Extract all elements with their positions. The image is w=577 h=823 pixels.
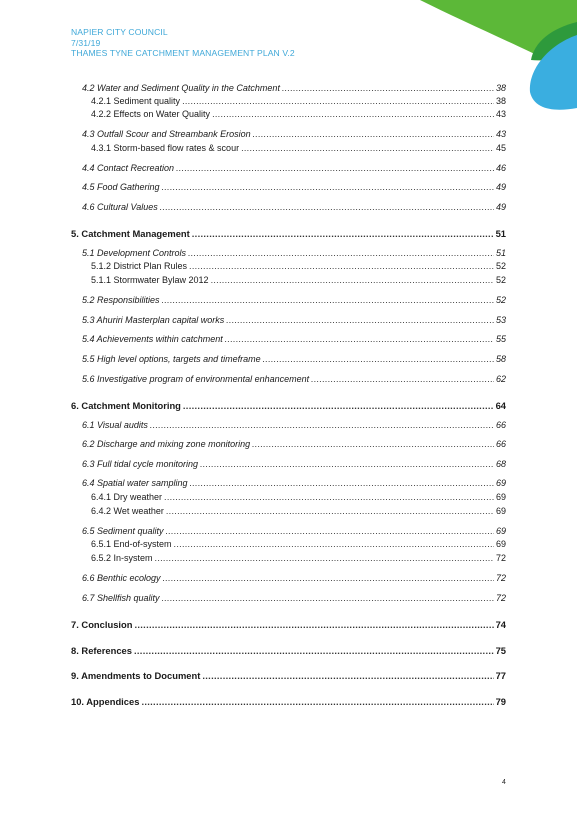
toc-entry[interactable] [91, 506, 506, 517]
toc-entry-page: 43 [495, 129, 506, 139]
toc-entry-page: 55 [495, 334, 506, 344]
toc-leader-dots [166, 506, 494, 517]
page-number: 4 [502, 779, 506, 786]
toc-entry-label: 5.1 Development Controls [82, 248, 187, 258]
toc-leader-dots [190, 478, 494, 489]
toc-entry-label: 5.1.1 Stormwater Bylaw 2012 [91, 275, 209, 285]
toc-entry-page: 58 [495, 354, 506, 364]
toc-entry[interactable] [82, 439, 506, 450]
toc-leader-dots [311, 374, 494, 385]
toc-entry[interactable] [82, 478, 506, 489]
toc-entry[interactable] [82, 420, 506, 431]
toc-entry[interactable] [82, 182, 506, 193]
toc-leader-dots [164, 492, 494, 503]
toc-entry-page: 53 [495, 315, 506, 325]
toc-leader-dots [155, 553, 494, 564]
toc-leader-dots [150, 420, 494, 431]
toc-entry[interactable] [82, 334, 506, 345]
toc-entry-label: 6.4.2 Wet weather [91, 506, 164, 516]
toc-leader-dots [163, 573, 494, 584]
toc-entry[interactable] [82, 459, 506, 470]
toc-leader-dots [188, 248, 494, 259]
toc-entry-label: 10. Appendices [71, 696, 140, 707]
toc-entry-page: 72 [495, 553, 506, 563]
toc-entry-label: 6.3 Full tidal cycle monitoring [82, 459, 199, 469]
toc-entry-label: 6.1 Visual audits [82, 420, 148, 430]
toc-entry-page: 52 [495, 275, 506, 285]
dark-green-leaf-shape [531, 22, 577, 60]
toc-entry[interactable] [91, 539, 506, 550]
toc-entry[interactable] [91, 109, 506, 120]
toc-leader-dots [134, 645, 494, 656]
toc-entry-label: 5.2 Responsibilities [82, 295, 160, 305]
toc-leader-dots [134, 619, 493, 630]
toc-entry-label: 6.5.1 End-of-system [91, 539, 172, 549]
toc-leader-dots [211, 275, 494, 286]
toc-entry[interactable] [82, 526, 506, 537]
document-header [71, 27, 295, 59]
toc-entry[interactable] [82, 315, 506, 326]
toc-entry-page: 69 [495, 506, 506, 516]
toc-entry-label: 6. Catchment Monitoring [71, 400, 181, 411]
toc-entry-page: 64 [495, 400, 506, 411]
toc-entry-page: 68 [495, 459, 506, 469]
toc-entry-label: 4.5 Food Gathering [82, 182, 160, 192]
toc-leader-dots [182, 96, 494, 107]
toc-leader-dots [282, 83, 494, 94]
toc-entry-page: 45 [495, 143, 506, 153]
toc-entry-label: 5.3 Ahuriri Masterplan capital works [82, 315, 225, 325]
toc-entry-page: 52 [495, 261, 506, 271]
toc-entry[interactable] [91, 261, 506, 272]
toc-entry-label: 5.5 High level options, targets and timeframe [82, 354, 261, 364]
toc-entry[interactable] [71, 645, 506, 656]
toc-entry-label: 7. Conclusion [71, 619, 133, 630]
toc-leader-dots [263, 354, 494, 365]
toc-leader-dots [192, 228, 494, 239]
toc-entry-page: 66 [495, 439, 506, 449]
toc-entry[interactable] [71, 400, 506, 411]
toc-entry[interactable] [82, 83, 506, 94]
toc-entry[interactable] [71, 619, 506, 630]
toc-entry-page: 74 [495, 619, 506, 630]
toc-leader-dots [200, 459, 494, 470]
toc-entry-label: 4.4 Contact Recreation [82, 163, 175, 173]
toc-entry-label: 6.5 Sediment quality [82, 526, 164, 536]
toc-entry-label: 4.3 Outfall Scour and Streambank Erosion [82, 129, 251, 139]
toc-leader-dots [141, 696, 493, 707]
toc-entry-label: 5.1.2 District Plan Rules [91, 261, 188, 271]
toc-entry[interactable] [91, 553, 506, 564]
toc-entry-label: 6.6 Benthic ecology [82, 573, 161, 583]
toc-leader-dots [162, 182, 494, 193]
toc-entry-label: 8. References [71, 645, 132, 656]
toc-leader-dots [226, 315, 494, 326]
toc-leader-dots [252, 439, 494, 450]
toc-entry[interactable] [91, 143, 506, 154]
document-date: 7/31/19 [71, 37, 101, 48]
toc-entry[interactable] [82, 374, 506, 385]
toc-entry-page: 52 [495, 295, 506, 305]
toc-entry[interactable] [71, 670, 506, 681]
toc-leader-dots [241, 143, 494, 154]
toc-entry-page: 69 [495, 539, 506, 549]
toc-entry-label: 9. Amendments to Document [71, 670, 201, 681]
document-title: THAMES TYNE CATCHMENT MANAGEMENT PLAN V.2 [71, 48, 295, 58]
toc-entry-label: 6.4 Spatial water sampling [82, 478, 188, 488]
toc-entry-page: 72 [495, 573, 506, 583]
toc-entry-label: 4.2.1 Sediment quality [91, 96, 181, 106]
toc-entry-page: 62 [495, 374, 506, 384]
toc-entry-page: 51 [495, 228, 506, 239]
toc-entry-page: 77 [495, 670, 506, 681]
toc-entry-label: 5.4 Achievements within catchment [82, 334, 223, 344]
toc-entry-page: 69 [495, 492, 506, 502]
toc-entry[interactable] [82, 573, 506, 584]
toc-entry[interactable] [82, 129, 506, 140]
toc-entry-page: 49 [495, 182, 506, 192]
toc-entry[interactable] [91, 96, 506, 107]
toc-entry-label: 6.7 Shellfish quality [82, 593, 160, 603]
toc-entry[interactable] [91, 492, 506, 503]
toc-leader-dots [162, 295, 494, 306]
toc-entry-label: 4.2.2 Effects on Water Quality [91, 109, 211, 119]
toc-entry[interactable] [71, 696, 506, 707]
toc-leader-dots [166, 526, 494, 537]
toc-entry-page: 38 [495, 96, 506, 106]
toc-entry-label: 4.6 Cultural Values [82, 202, 158, 212]
toc-entry-page: 69 [495, 526, 506, 536]
toc-entry-page: 66 [495, 420, 506, 430]
toc-entry-label: 6.5.2 In-system [91, 553, 153, 563]
toc-entry-page: 69 [495, 478, 506, 488]
toc-leader-dots [212, 109, 494, 120]
toc-entry[interactable] [82, 593, 506, 604]
toc-leader-dots [183, 400, 494, 411]
toc-entry[interactable] [82, 354, 506, 365]
toc-leader-dots [202, 670, 493, 681]
toc-entry-page: 49 [495, 202, 506, 212]
toc-entry-page: 46 [495, 163, 506, 173]
toc-entry[interactable] [71, 228, 506, 239]
toc-entry-page: 51 [495, 248, 506, 258]
toc-entry-page: 38 [495, 83, 506, 93]
toc-entry-page: 75 [495, 645, 506, 656]
toc-entry-label: 5.6 Investigative program of environmental enhancement [82, 374, 310, 384]
green-swoosh-shape [420, 0, 577, 75]
toc-entry-page: 72 [495, 593, 506, 603]
toc-entry-label: 6.4.1 Dry weather [91, 492, 163, 502]
toc-entry-label: 4.2 Water and Sediment Quality in the Catchment [82, 83, 280, 93]
toc-entry-page: 79 [495, 696, 506, 707]
toc-entry[interactable] [91, 275, 506, 286]
toc-leader-dots [225, 334, 494, 345]
toc-entry[interactable] [82, 163, 506, 174]
toc-leader-dots [176, 163, 494, 174]
toc-entry-label: 4.3.1 Storm-based flow rates & scour [91, 143, 240, 153]
toc-leader-dots [162, 593, 494, 604]
toc-entry[interactable] [82, 248, 506, 259]
toc-leader-dots [189, 261, 494, 272]
toc-entry[interactable] [82, 295, 506, 306]
toc-entry[interactable] [82, 202, 506, 213]
council-name: NAPIER CITY COUNCIL [71, 27, 168, 37]
toc-leader-dots [253, 129, 494, 140]
toc-entry-label: 6.2 Discharge and mixing zone monitoring [82, 439, 251, 449]
toc-leader-dots [174, 539, 494, 550]
toc-entry-label: 5. Catchment Management [71, 228, 190, 239]
toc-leader-dots [160, 202, 494, 213]
blue-circle-shape [530, 35, 577, 110]
toc-entry-page: 43 [495, 109, 506, 119]
